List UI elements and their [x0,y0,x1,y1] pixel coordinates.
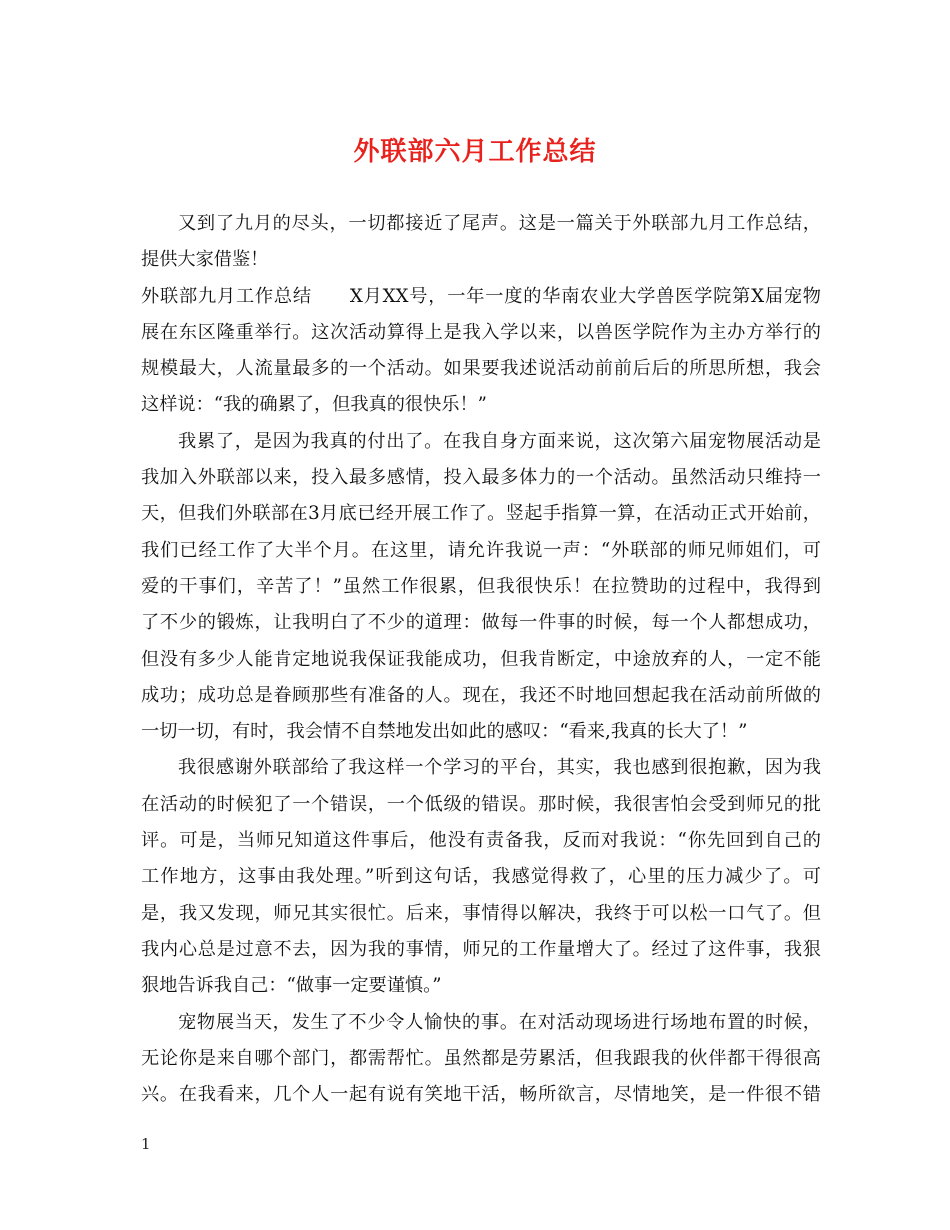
text-line: 爱的干事们，辛苦了！”虽然工作很累，但我很快乐！在拉赞助的过程中，我得到 [141,575,821,597]
text-line: 我们已经工作了大半个月。在这里，请允许我说一声：“外联部的师兄师姐们，可 [141,539,821,561]
text-line: 又到了九月的尽头，一切都接近了尾声。这是一篇关于外联部九月工作总结， [178,213,821,234]
text-line: 天，但我们外联部在3月底已经开展工作了。竖起手指算一算，在活动正式开始前， [141,503,821,525]
text-line: 提供大家借鉴！ [141,249,269,271]
text-line: 但没有多少人能肯定地说我保证我能成功，但我肯断定，中途放弃的人，一定不能 [141,648,821,670]
text-line: 我加入外联部以来，投入最多感情，投入最多体力的一个活动。虽然活动只维持一 [141,467,821,489]
text-line: 规模最大，人流量最多的一个活动。如果要我述说活动前前后后的所思所想，我会 [141,358,821,380]
text-line: 宠物展当天，发生了不少令人愉快的事。在对活动现场进行场地布置的时候， [178,1011,821,1033]
text-line: 展在东区隆重举行。这次活动算得上是我入学以来，以兽医学院作为主办方举行的 [141,321,821,343]
text-line: 这样说：“我的确累了，但我真的很快乐！” [141,394,487,416]
text-line: 狠地告诉我自己：“做事一定要谨慎。” [141,975,442,997]
document-title: 外联部六月工作总结 [353,137,597,167]
text-line: 外联部九月工作总结 X月XX号，一年一度的华南农业大学兽医学院第X届宠物 [141,285,821,307]
text-line: 评。可是，当师兄知道这件事后，他没有责备我，反而对我说：“你先回到自己的 [141,830,821,852]
document-body [141,206,821,1113]
text-line: 无论你是来自哪个部门，都需帮忙。虽然都是劳累活，但我跟我的伙伴都干得很高 [141,1047,821,1069]
text-line: 工作地方，这事由我处理。”听到这句话，我感觉得救了，心里的压力减少了。可 [141,866,821,888]
text-line: 我很感谢外联部给了我这样一个学习的平台，其实，我也感到很抱歉，因为我 [178,757,821,779]
text-line: 兴。在我看来，几个人一起有说有笑地干活，畅所欲言，尽情地笑，是一件很不错 [141,1084,821,1106]
text-line: 我累了，是因为我真的付出了。在我自身方面来说，这次第六届宠物展活动是 [178,430,821,452]
page-number: 1 [141,1135,151,1153]
text-line: 是，我又发现，师兄其实很忙。后来，事情得以解决，我终于可以松一口气了。但 [141,902,821,924]
text-line: 成功；成功总是眷顾那些有准备的人。现在，我还不时地回想起我在活动前所做的 [141,684,821,706]
text-line: 了不少的锻炼，让我明白了不少的道理：做每一件事的时候，每一个人都想成功， [141,612,821,634]
text-line: 我内心总是过意不去，因为我的事情，师兄的工作量增大了。经过了这件事，我狠 [141,938,821,960]
text-line: 在活动的时候犯了一个错误，一个低级的错误。那时候，我很害怕会受到师兄的批 [141,793,821,815]
text-line: 一切一切，有时，我会情不自禁地发出如此的感叹：“看来,我真的长大了！” [141,721,748,743]
